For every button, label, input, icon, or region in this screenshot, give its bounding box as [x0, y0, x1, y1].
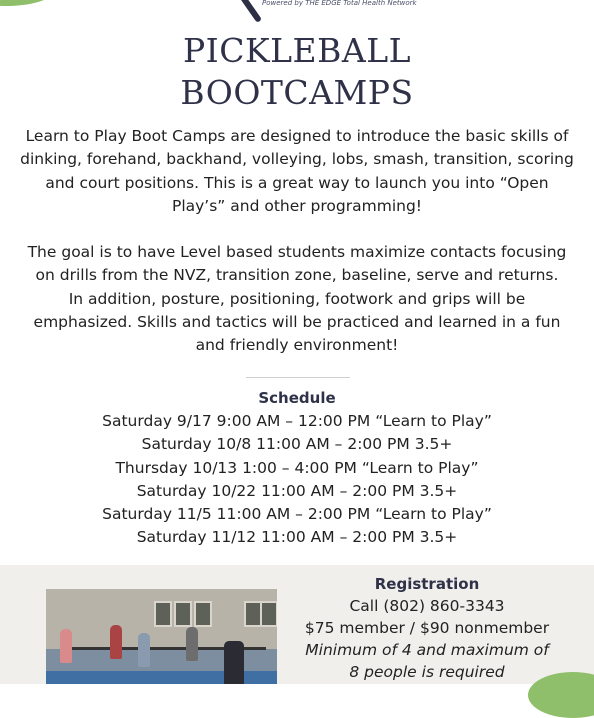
photo-window	[154, 601, 172, 627]
schedule-section	[0, 386, 594, 550]
registration-price: $75 member / $90 nonmember	[304, 619, 550, 637]
schedule-list	[0, 410, 594, 550]
intro-paragraph-2-text: The goal is to have Level based students maximize contacts focusing on drills from the NVZ, transition zone, baseline, serve and returns.	[27, 243, 567, 285]
pickleball-players-photo	[46, 589, 277, 684]
photo-player	[138, 633, 150, 667]
photo-player	[224, 641, 244, 684]
schedule-item: Saturday 9/17 9:00 AM – 12:00 PM “Learn to Play”	[102, 412, 492, 430]
intro-paragraph-1: Learn to Play Boot Camps are designed to introduce the basic skills of dinking, forehand, backhand, volleying, lobs, smash, transition, scoring and court positions. This is a great way to launch you into “Open Play’s” and other programming!	[20, 127, 574, 215]
schedule-item: Saturday 11/12 11:00 AM – 2:00 PM 3.5+	[136, 528, 458, 547]
page-title-line2: BOOTCAMPS	[180, 73, 414, 112]
registration-info	[300, 573, 554, 683]
intro-paragraph-3-text: In addition, posture, positioning, footwork and grips will be emphasized. Skills and tactics will be practiced and learned in a fun and friendly environment!	[33, 289, 561, 355]
schedule-item: Saturday 10/8 11:00 AM – 2:00 PM 3.5+	[141, 435, 453, 454]
registration-footer	[0, 565, 594, 684]
page-title	[0, 30, 594, 114]
photo-player	[110, 625, 122, 659]
photo-window	[260, 601, 277, 627]
photo-window	[194, 601, 212, 627]
pickleball-paddle-icon	[240, 0, 262, 23]
registration-title: Registration	[374, 575, 480, 593]
decorative-green-shape-top-left	[0, 0, 52, 6]
registration-note: Minimum of 4 and maximum of 8 people is required	[305, 641, 549, 681]
photo-window	[174, 601, 192, 627]
registration-phone: Call (802) 860-3343	[349, 597, 505, 615]
photo-player	[186, 627, 198, 661]
section-divider	[246, 377, 350, 378]
schedule-item: Thursday 10/13 1:00 – 4:00 PM “Learn to Play”	[115, 458, 479, 477]
photo-player	[60, 629, 72, 663]
schedule-item: Saturday 10/22 11:00 AM – 2:00 PM 3.5+	[136, 481, 458, 500]
schedule-item: Saturday 11/5 11:00 AM – 2:00 PM “Learn to Play”	[102, 505, 492, 524]
page-title-line1: PICKLEBALL	[182, 31, 412, 70]
logo-tagline: Powered by THE EDGE Total Health Network	[262, 0, 417, 7]
schedule-title: Schedule	[258, 389, 336, 407]
intro-section	[20, 125, 574, 358]
intro-paragraph-2	[20, 241, 574, 357]
logo	[240, 0, 430, 28]
